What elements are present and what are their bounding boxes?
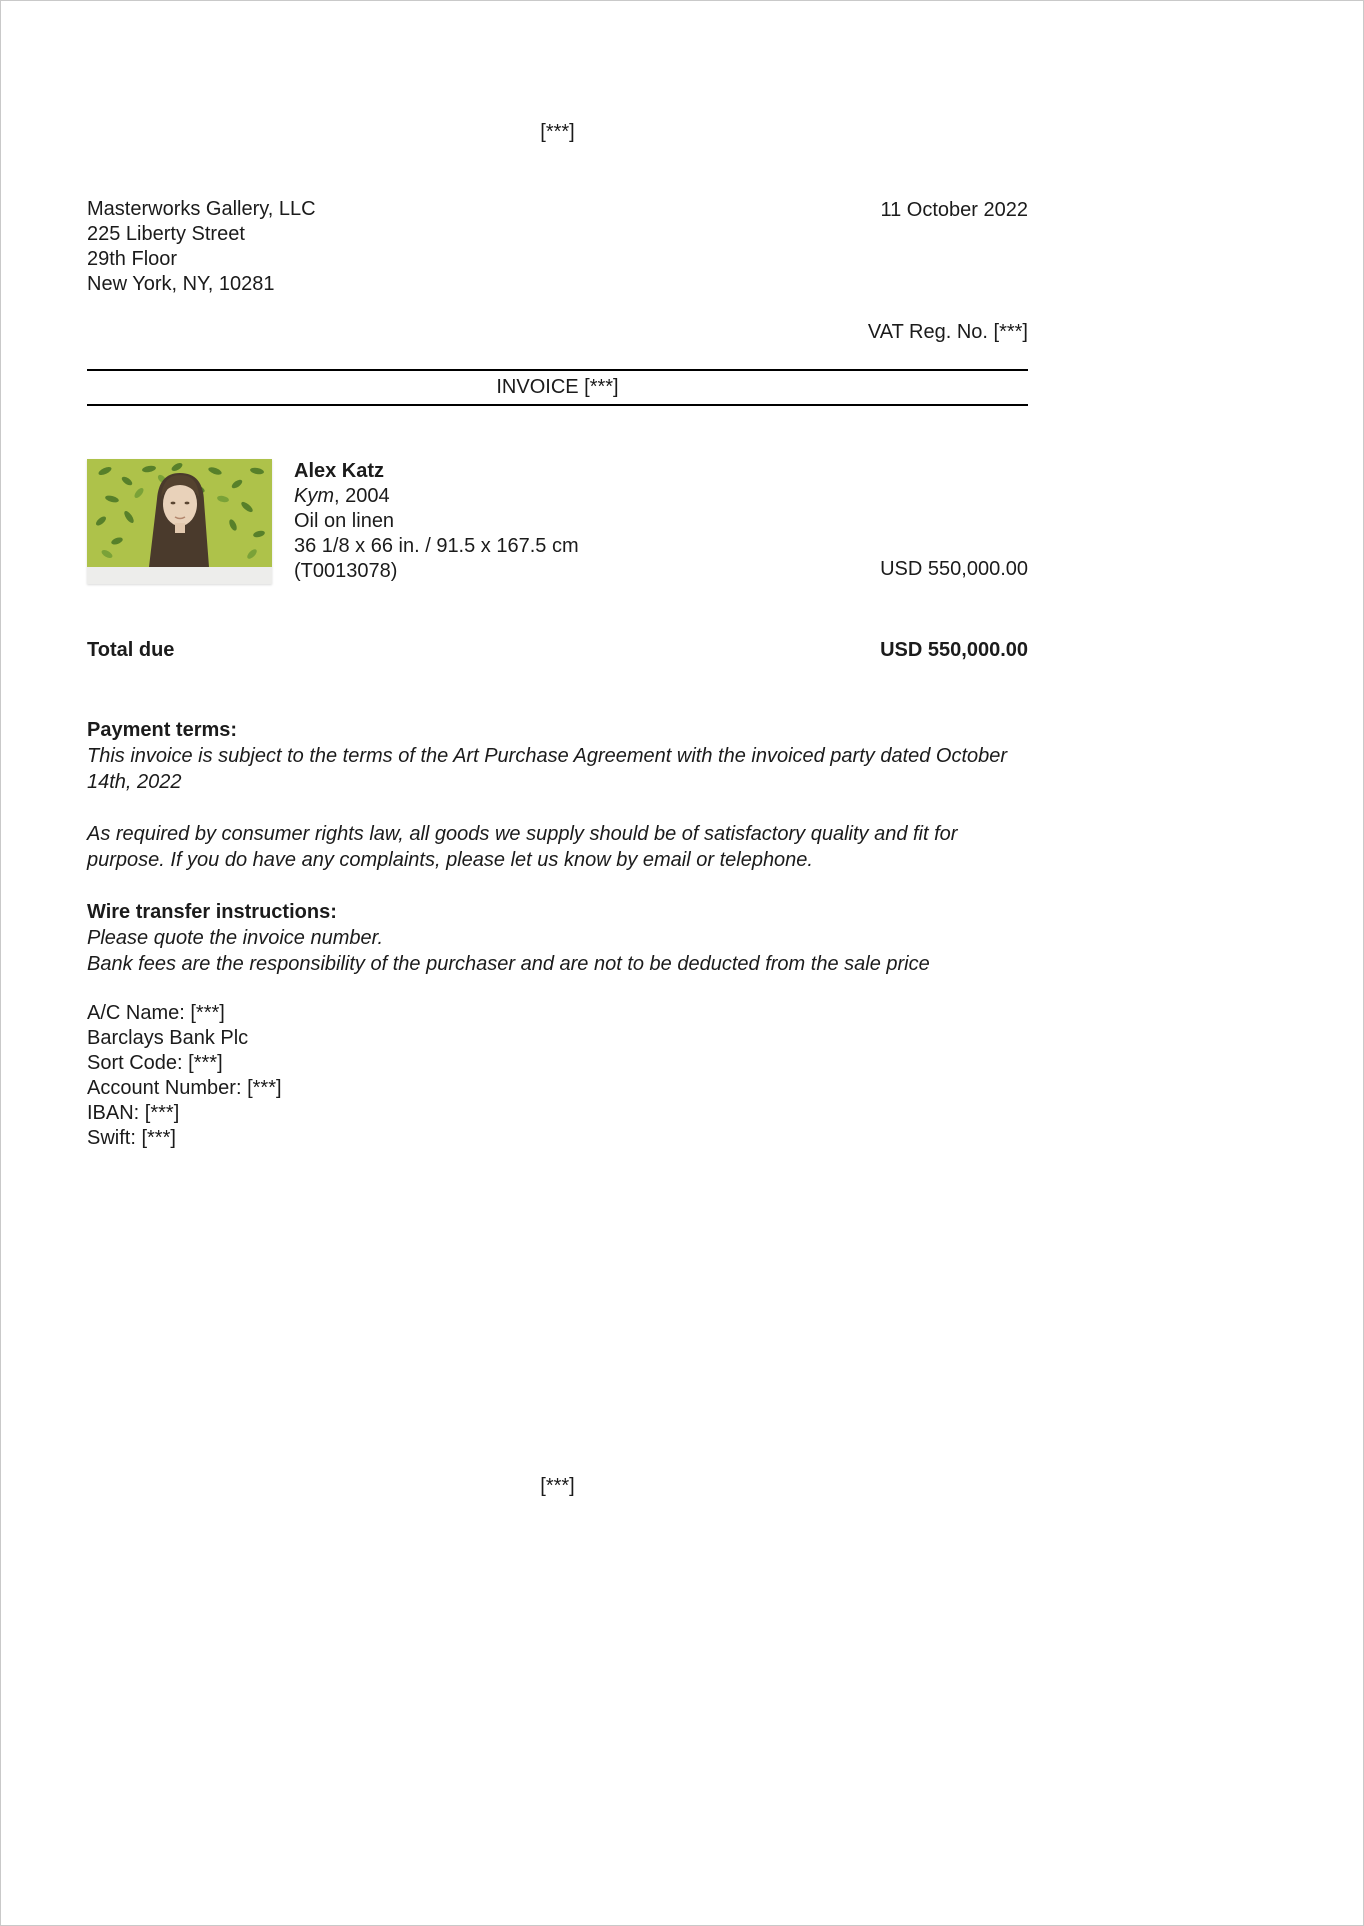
header-redacted: [***] — [540, 121, 575, 143]
artwork-inventory-number: (T0013078) — [294, 560, 398, 582]
bank-details-block — [87, 1001, 1028, 1151]
bank-account-number: Account Number: [***] — [87, 1077, 282, 1099]
invoice-title: INVOICE [***] — [496, 376, 619, 398]
bank-sort-code: Sort Code: [***] — [87, 1052, 223, 1074]
payment-terms-paragraph-2: As required by consumer rights law, all goods we supply should be of satisfactory quality and fit for purpose. If you do have any complaints, please let us know by email or telephone. — [87, 823, 958, 871]
artwork-artist: Alex Katz — [294, 460, 385, 482]
total-due-row — [87, 637, 1028, 663]
wire-transfer-heading: Wire transfer instructions: — [87, 901, 337, 923]
invoice-title-band — [87, 369, 1028, 406]
artwork-price: USD 550,000.00 — [880, 558, 1028, 580]
bank-iban: IBAN: [***] — [87, 1102, 180, 1124]
wire-transfer-note-1: Please quote the invoice number. — [87, 927, 384, 949]
sender-name: Masterworks Gallery, LLC — [87, 198, 316, 220]
vat-registration-line: VAT Reg. No. [***] — [867, 321, 1028, 343]
sender-address-block — [87, 197, 316, 297]
sender-address-line3: New York, NY, 10281 — [87, 273, 275, 295]
artwork-title-line — [294, 484, 579, 509]
bank-swift: Swift: [***] — [87, 1127, 176, 1149]
artwork-details — [294, 459, 579, 584]
artwork-line-item — [87, 459, 1028, 584]
total-due-label: Total due — [87, 639, 175, 661]
artwork-medium: Oil on linen — [294, 510, 395, 532]
payment-terms-paragraph-1: This invoice is subject to the terms of the Art Purchase Agreement with the invoiced party dated October 14th, 2022 — [87, 745, 1008, 793]
payment-terms-section — [87, 717, 1028, 1151]
artwork-title: Kym — [294, 485, 334, 507]
sender-address-line1: 225 Liberty Street — [87, 223, 245, 245]
sender-and-date-row — [87, 197, 1028, 297]
artwork-thumbnail — [87, 459, 272, 584]
wire-transfer-note-2: Bank fees are the responsibility of the purchaser and are not to be deducted from the sale price — [87, 953, 930, 975]
total-due-amount: USD 550,000.00 — [880, 639, 1028, 661]
bank-name: Barclays Bank Plc — [87, 1027, 249, 1049]
payment-terms-heading: Payment terms: — [87, 719, 238, 741]
artwork-painting-image — [87, 459, 272, 584]
bank-ac-name: A/C Name: [***] — [87, 1002, 225, 1024]
sender-address-line2: 29th Floor — [87, 248, 178, 270]
footer-redacted: [***] — [540, 1475, 575, 1497]
artwork-dimensions: 36 1/8 x 66 in. / 91.5 x 167.5 cm — [294, 535, 579, 557]
artwork-year: , 2004 — [334, 485, 390, 507]
invoice-date: 11 October 2022 — [880, 199, 1028, 221]
